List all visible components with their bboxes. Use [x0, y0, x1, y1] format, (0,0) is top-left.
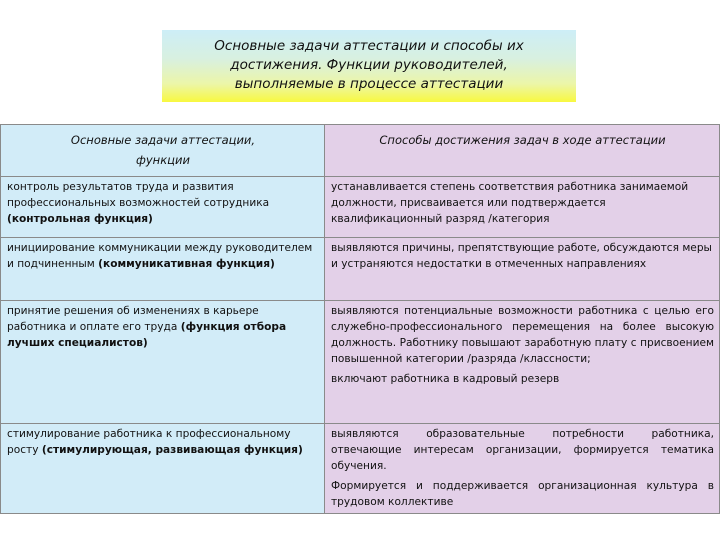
method-cell: выявляются причины, препятствующие работе, обсуждаются меры и устраняются недостатки в отмеченных направлениях	[325, 238, 720, 301]
method-cell: устанавливается степень соответствия работника занимаемой должности, присваивается или подтверждается квалификационный разряд /категория	[325, 177, 720, 238]
task-cell	[1, 177, 325, 238]
method-cell	[325, 301, 720, 424]
title-line-2: достижения. Функции руководителей,	[230, 57, 508, 73]
method-text: выявляются образовательные потребности работника, отвечающие интересам организации, формируется тематика обучения.	[331, 428, 714, 472]
task-function: (стимулирующая, развивающая функция)	[41, 444, 303, 456]
task-text: принятие решения об изменениях в карьере работника и оплате его труда	[7, 305, 259, 333]
method-cell	[325, 424, 720, 514]
table-row	[1, 177, 720, 238]
header-tasks-line-2: функции	[136, 153, 190, 167]
header-tasks	[1, 125, 325, 177]
attestation-table	[0, 124, 720, 514]
task-cell	[1, 238, 325, 301]
method-text: выявляются потенциальные возможности работника с целью его служебно-профессионального перемещения на более высокую должность. Работнику повышают заработную плату с присвоением повышенной категории /разряда /классности;	[331, 305, 714, 365]
table-header-row	[1, 125, 720, 177]
title-line-3: выполняемые в процессе аттестации	[234, 76, 504, 92]
task-function: (коммуникативная функция)	[98, 258, 275, 270]
slide-title	[162, 30, 576, 102]
task-text: инициирование коммуникации между руководителем и подчиненным	[7, 242, 313, 270]
title-line-1: Основные задачи аттестации и способы их	[214, 38, 524, 54]
task-cell	[1, 424, 325, 514]
task-function: (контрольная функция)	[7, 213, 153, 225]
table-row	[1, 301, 720, 424]
task-cell	[1, 301, 325, 424]
task-function: (функция отбора лучших специалистов)	[7, 321, 287, 349]
header-tasks-line-1: Основные задачи аттестации,	[70, 133, 256, 147]
header-methods: Способы достижения задач в ходе аттестации	[325, 125, 720, 177]
table-row	[1, 424, 720, 514]
method-extra: включают работника в кадровый резерв	[331, 373, 560, 385]
table-row	[1, 238, 720, 301]
method-extra: Формируется и поддерживается организационная культура в трудовом коллективе	[331, 480, 714, 508]
task-text: стимулирование работника к профессиональному росту	[7, 428, 291, 456]
task-text: контроль результатов труда и развития профессиональных возможностей сотрудника	[7, 181, 270, 209]
